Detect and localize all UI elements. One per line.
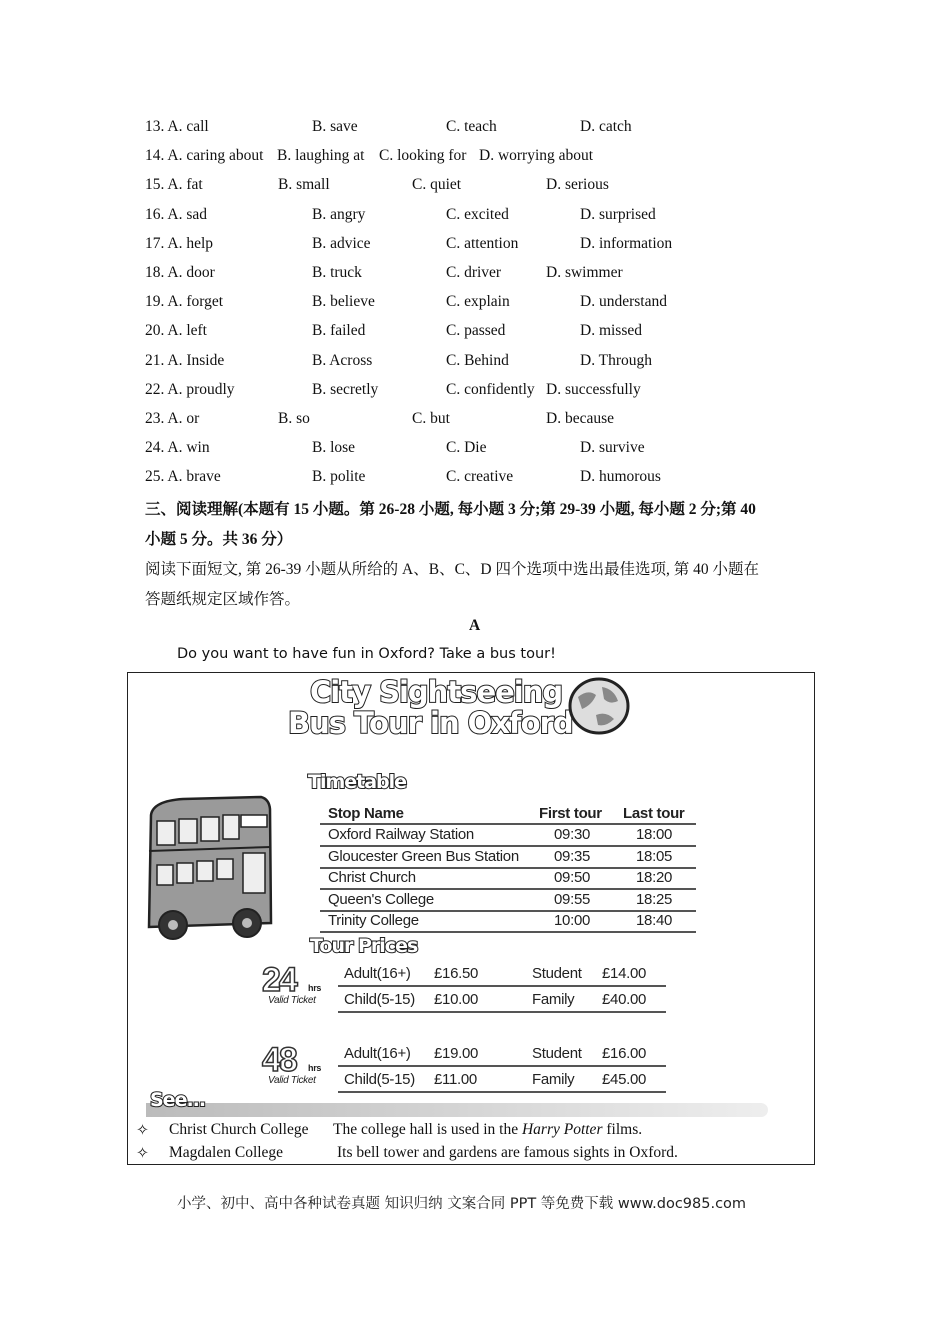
- option-d: D. serious: [546, 176, 609, 194]
- adult-price: £19.00: [434, 1045, 479, 1062]
- double-decker-bus-icon: [143, 795, 273, 945]
- option-a: 13. A. call: [145, 118, 209, 135]
- option-a: 14. A. caring about: [145, 147, 264, 165]
- stop-name: Oxford Railway Station: [328, 826, 474, 843]
- timetable-heading: Timetable: [308, 771, 407, 793]
- child-price: £11.00: [434, 1071, 477, 1088]
- stop-name: Christ Church: [328, 869, 416, 886]
- table-rule: [338, 985, 666, 987]
- option-c: C. teach: [446, 118, 497, 135]
- section-title: 三、阅读理解(本题有 15 小题。第 26-28 小题, 每小题 3 分;第 29-39 小题, 每小题 2 分;第 40: [145, 501, 756, 518]
- student-label: Student: [532, 1045, 582, 1062]
- bullet-icon: ✧: [136, 1145, 149, 1162]
- ticket-unit: hrs: [308, 983, 322, 993]
- child-label: Child(5-15): [344, 991, 415, 1008]
- option-b: B. advice: [312, 234, 371, 252]
- option-d: D. swimmer: [546, 264, 623, 281]
- stop-first: 09:55: [554, 890, 591, 908]
- option-b: B. believe: [312, 293, 375, 311]
- student-label: Student: [532, 965, 582, 982]
- ticket-label: Valid Ticket: [268, 1075, 316, 1086]
- child-label: Child(5-15): [344, 1071, 415, 1088]
- stop-last: 18:00: [636, 826, 673, 843]
- option-b: B. angry: [312, 205, 366, 223]
- col-stop-name: Stop Name: [328, 805, 404, 822]
- sight-desc: Its bell tower and gardens are famous sights in Oxford.: [337, 1144, 678, 1161]
- adult-price: £16.50: [434, 965, 479, 982]
- stop-last: 18:20: [636, 869, 673, 886]
- bus-tour-poster: [127, 672, 815, 1165]
- sight-desc: The college hall is used in the Harry Potter films.: [333, 1121, 643, 1138]
- adult-label: Adult(16+): [344, 965, 411, 982]
- option-b: B. so: [278, 410, 310, 427]
- option-c: C. Die: [446, 439, 487, 457]
- option-a: 22. A. proudly: [145, 380, 235, 398]
- section-title-cont: 小题 5 分。共 36 分）: [145, 531, 293, 548]
- option-d: D. worrying about: [479, 147, 594, 165]
- ticket-hours: 24: [262, 961, 296, 999]
- option-c: C. excited: [446, 205, 509, 223]
- poster-subtitle: Bus Tour in Oxford: [288, 706, 573, 740]
- option-b: B. truck: [312, 264, 362, 281]
- option-d: D. because: [546, 410, 614, 427]
- option-d: D. information: [580, 234, 673, 252]
- sight-christ-church: [136, 1121, 643, 1140]
- option-c: C. creative: [446, 468, 514, 486]
- option-d: D. catch: [580, 118, 632, 135]
- student-price: £16.00: [602, 1045, 647, 1062]
- sight-name: Christ Church College: [169, 1121, 309, 1138]
- option-d: D. humorous: [580, 468, 661, 486]
- option-a: 15. A. fat: [145, 176, 203, 194]
- student-price: £14.00: [602, 965, 647, 982]
- see-banner: [146, 1103, 768, 1117]
- option-d: D. Through: [580, 351, 653, 369]
- passage-intro: Do you want to have fun in Oxford? Take a bus tour!: [177, 646, 556, 662]
- table-rule: [338, 1011, 666, 1013]
- family-price: £40.00: [602, 991, 647, 1008]
- option-d: D. missed: [580, 322, 642, 340]
- option-a: 19. A. forget: [145, 293, 224, 311]
- option-b: B. secretly: [312, 380, 379, 398]
- option-d: D. survive: [580, 439, 645, 457]
- option-c: C. quiet: [412, 176, 462, 194]
- option-c: C. Behind: [446, 351, 509, 369]
- stop-name: Queen's College: [328, 890, 434, 908]
- option-a: 25. A. brave: [145, 468, 221, 486]
- option-b: B. Across: [312, 351, 373, 369]
- option-c: C. passed: [446, 322, 506, 340]
- stop-last: 18:25: [636, 890, 673, 908]
- stop-first: 09:35: [554, 847, 591, 865]
- child-price: £10.00: [434, 991, 479, 1008]
- option-a: 16. A. sad: [145, 205, 207, 223]
- table-rule: [338, 1091, 666, 1093]
- adult-label: Adult(16+): [344, 1045, 411, 1062]
- option-b: B. small: [278, 176, 330, 194]
- stop-first: 10:00: [554, 912, 591, 929]
- table-rule: [320, 931, 696, 933]
- option-a: 20. A. left: [145, 322, 207, 340]
- option-d: D. successfully: [546, 380, 641, 398]
- prices-heading: Tour Prices: [310, 935, 418, 957]
- passage-letter: A: [469, 617, 481, 634]
- option-c: C. but: [412, 410, 450, 427]
- option-c: C. confidently: [446, 380, 535, 398]
- option-a: 18. A. door: [145, 264, 215, 281]
- option-b: B. failed: [312, 322, 366, 340]
- ticket-unit: hrs: [308, 1063, 322, 1073]
- option-b: B. save: [312, 118, 358, 135]
- option-b: B. polite: [312, 468, 366, 486]
- stop-first: 09:30: [554, 826, 591, 843]
- sight-name: Magdalen College: [169, 1144, 284, 1161]
- family-label: Family: [532, 991, 575, 1008]
- col-first-tour: First tour: [539, 805, 602, 822]
- ticket-hours: 48: [262, 1041, 296, 1079]
- option-a: 23. A. or: [145, 410, 200, 427]
- option-c: C. looking for: [379, 147, 467, 165]
- option-d: D. understand: [580, 293, 667, 311]
- stop-first: 09:50: [554, 869, 591, 886]
- option-b: B. laughing at: [277, 147, 365, 165]
- option-a: 17. A. help: [145, 234, 214, 252]
- page-footer: 小学、初中、高中各种试卷真题 知识归纳 文案合同 PPT 等免费下载 www.doc985.com: [177, 1196, 747, 1212]
- option-a: 24. A. win: [145, 439, 210, 457]
- option-b: B. lose: [312, 439, 356, 457]
- instruction-cont: 答题纸规定区域作答。: [145, 591, 301, 608]
- family-label: Family: [532, 1071, 575, 1088]
- see-heading: See...: [150, 1089, 206, 1111]
- poster-title: City Sightseeing: [310, 675, 563, 709]
- instruction: 阅读下面短文, 第 26-39 小题从所给的 A、B、C、D 四个选项中选出最佳选项, 第 40 小题在: [145, 561, 759, 578]
- stop-name: Trinity College: [328, 912, 419, 929]
- sight-magdalen: [136, 1144, 678, 1163]
- globe-icon: [566, 675, 632, 737]
- table-rule: [338, 1065, 666, 1067]
- option-d: D. surprised: [580, 205, 656, 223]
- bullet-icon: ✧: [136, 1122, 149, 1139]
- stop-name: Gloucester Green Bus Station: [328, 847, 519, 865]
- stop-last: 18:40: [636, 912, 673, 929]
- option-c: C. driver: [446, 264, 502, 281]
- family-price: £45.00: [602, 1071, 647, 1088]
- table-rule: [320, 823, 696, 825]
- option-c: C. attention: [446, 234, 519, 252]
- col-last-tour: Last tour: [623, 805, 685, 822]
- stop-last: 18:05: [636, 847, 673, 865]
- option-a: 21. A. Inside: [145, 351, 225, 369]
- ticket-label: Valid Ticket: [268, 995, 316, 1006]
- option-c: C. explain: [446, 293, 510, 311]
